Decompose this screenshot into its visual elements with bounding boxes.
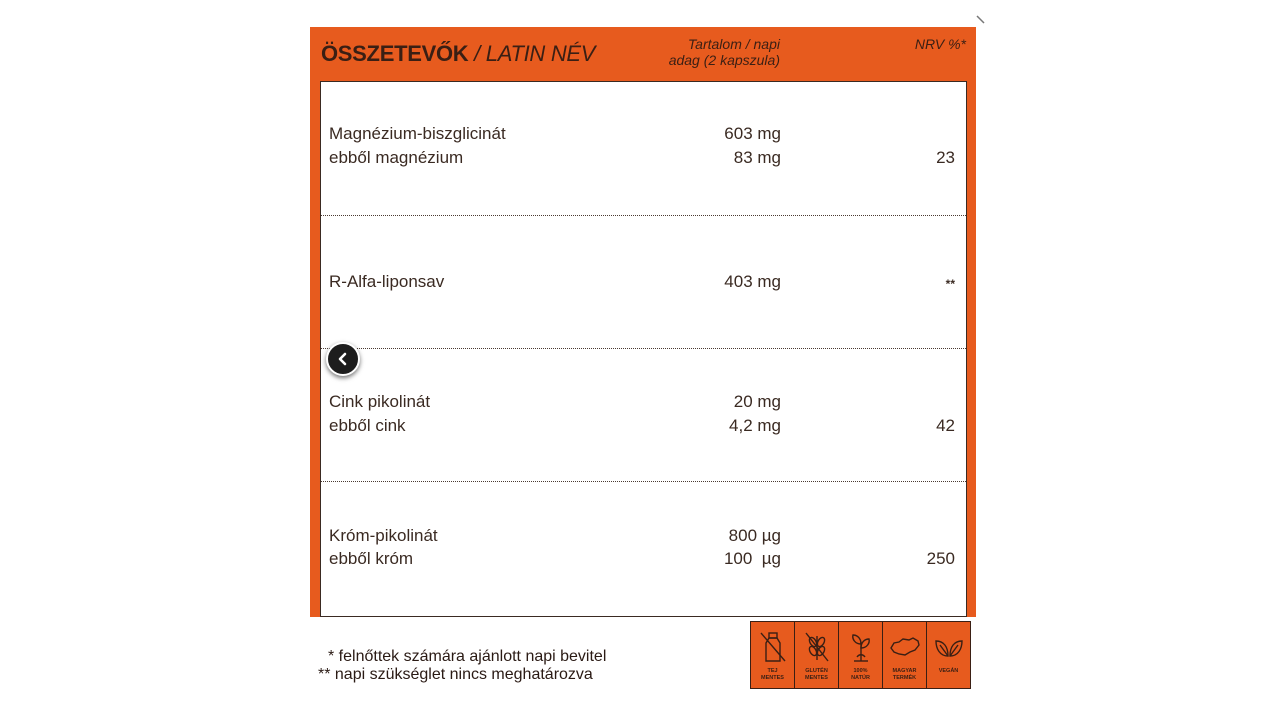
table-row: [321, 215, 966, 348]
badge-gluten-free: [795, 622, 839, 688]
ingredient-amount: 800 µg: [728, 526, 781, 545]
header-nrv-label: NRV %*: [914, 36, 966, 52]
table-line: [321, 392, 966, 416]
badge-label-line: TERMÉK: [892, 675, 917, 681]
table-line: [321, 272, 966, 296]
sprout-icon: [846, 630, 876, 664]
ingredients-table: [320, 81, 967, 617]
header-ingredients-title: [321, 41, 595, 67]
ingredient-amount: 20 mg: [733, 392, 781, 411]
ingredient-amount: 83 mg: [733, 148, 781, 167]
ingredient-amount: 403 mg: [724, 272, 781, 291]
badge-label-line: TEJ: [767, 668, 778, 674]
badge-lactose-free: [751, 622, 795, 688]
ingredient-nrv: 23: [936, 148, 955, 167]
badge-label-line: VEGÁN: [938, 668, 959, 674]
badge-label-line: MAGYAR: [892, 668, 917, 674]
ingredient-amount: 100 µg: [723, 549, 781, 568]
badge-label-line: 100%: [853, 668, 868, 674]
badge-hungarian-product: [883, 622, 927, 688]
badge-natural: [839, 622, 883, 688]
milk-bottle-crossed-icon: [758, 630, 788, 664]
table-row: [321, 481, 966, 615]
ingredient-amount: 4,2 mg: [729, 416, 781, 435]
header-content-label: [616, 36, 780, 68]
ingredient-name: Cink pikolinát: [329, 392, 431, 411]
table-line: [321, 526, 966, 550]
header-content-line1: Tartalom / napi: [687, 36, 780, 52]
table-header: [310, 27, 976, 75]
table-row: [321, 82, 966, 215]
badge-vegan: [927, 622, 970, 688]
table-line: [321, 416, 966, 440]
table-line: [321, 148, 966, 172]
badge-label-line: NATÚR: [851, 675, 870, 681]
table-row: [321, 348, 966, 481]
leaves-icon: [932, 630, 966, 664]
hungary-map-icon: [888, 630, 922, 664]
table-line: [321, 124, 966, 148]
ingredient-name: ebből magnézium: [329, 148, 464, 167]
ingredient-name: R-Alfa-liponsav: [329, 272, 445, 291]
previous-slide-button[interactable]: [326, 342, 360, 376]
corner-mark-icon: [975, 15, 985, 25]
ingredient-nrv: **: [945, 277, 955, 291]
footnote-no-requirement: ** napi szükséglet nincs meghatározva: [318, 666, 593, 683]
ingredient-name: ebből króm: [329, 549, 414, 568]
header-title-bold: ÖSSZETEVŐK: [321, 41, 469, 66]
badge-label-line: MENTES: [805, 675, 828, 681]
badge-label-line: GLUTÉN: [805, 668, 828, 674]
ingredient-nrv: 42: [936, 416, 955, 435]
ingredient-amount: 603 mg: [724, 124, 781, 143]
table-line: [321, 549, 966, 573]
footnote-nrv: * felnőttek számára ajánlott napi bevitel: [328, 648, 607, 665]
badge-label-line: MENTES: [761, 675, 784, 681]
wheat-crossed-icon: [802, 630, 832, 664]
ingredient-name: Magnézium-biszglicinát: [329, 124, 506, 143]
header-content-line2: adag (2 kapszula): [668, 52, 780, 68]
chevron-left-icon: [336, 352, 350, 366]
nutrition-panel: [310, 27, 976, 693]
ingredient-nrv: 250: [926, 549, 955, 568]
ingredient-name: ebből cink: [329, 416, 406, 435]
header-title-latin: / LATIN NÉV: [468, 41, 596, 66]
product-badges: [750, 621, 971, 689]
footer: [310, 617, 976, 693]
ingredient-name: Króm-pikolinát: [329, 526, 438, 545]
